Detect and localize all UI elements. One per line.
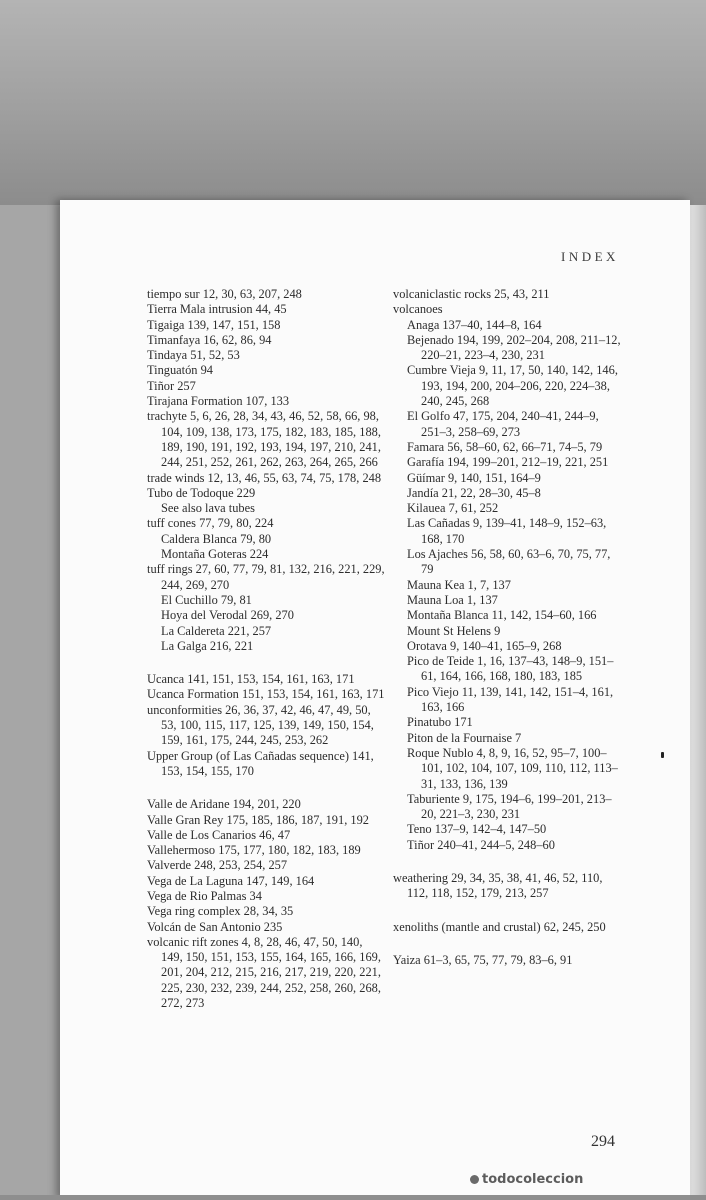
index-entry: tuff rings 27, 60, 77, 79, 81, 132, 216, 221, 229, 244, 269, 270 xyxy=(147,562,385,592)
index-subentry: Pico de Teide 1, 16, 137–43, 148–9, 151–61, 164, 166, 168, 180, 183, 185 xyxy=(407,654,614,684)
watermark-logo-icon xyxy=(470,1175,479,1184)
index-subentry: Los Ajaches 56, 58, 60, 63–6, 70, 75, 77, 79 xyxy=(407,547,611,577)
index-subentry: Taburiente 9, 175, 194–6, 199–201, 213–20, 221–3, 230, 231 xyxy=(407,791,612,822)
index-subentry: Piton de la Fournaise 7 xyxy=(407,730,522,745)
index-entry: Upper Group (of Las Cañadas sequence) 141, 153, 154, 155, 170 xyxy=(147,748,374,778)
index-subentry: Mauna Loa 1, 137 xyxy=(407,592,498,607)
index-column-left xyxy=(147,287,387,1011)
page-number: 294 xyxy=(591,1133,615,1150)
index-entry: Tirajana Formation 107, 133 xyxy=(147,394,290,409)
index-entry: Vega de La Laguna 147, 149, 164 xyxy=(147,873,315,888)
index-subentry: Kilauea 7, 61, 252 xyxy=(407,501,499,516)
index-entry: trachyte 5, 6, 26, 28, 34, 43, 46, 52, 58, 66, 98, 104, 109, 138, 173, 175, 182, 183, 185, 188, 189, 190, 191, 192, 193, 194, 197, 210, 241, 244, 251, 252, 261, 262, 263, 264, 265, 266 xyxy=(147,409,381,470)
index-entry: volcanoes xyxy=(393,302,443,317)
watermark xyxy=(470,1172,583,1187)
index-subentry: Montaña Goteras 224 xyxy=(161,547,269,562)
index-entry: tiempo sur 12, 30, 63, 207, 248 xyxy=(147,287,302,301)
index-subentry: Pico Viejo 11, 139, 141, 142, 151–4, 161, 163, 166 xyxy=(407,684,614,715)
index-entry: Ucanca Formation 151, 153, 154, 161, 163, 171 xyxy=(147,687,385,702)
index-entry: Tubo de Todoque 229 xyxy=(147,485,256,500)
index-subentry: Güímar 9, 140, 151, 164–9 xyxy=(407,470,541,485)
index-entry: Timanfaya 16, 62, 86, 94 xyxy=(147,332,272,347)
scan-speck xyxy=(661,752,664,758)
index-entry: Valverde 248, 253, 254, 257 xyxy=(147,858,288,873)
index-subentry: Jandía 21, 22, 28–30, 45–8 xyxy=(407,485,541,500)
entry-spacer xyxy=(147,779,387,797)
index-subentry: El Golfo 47, 175, 204, 240–41, 244–9, 251–3, 258–69, 273 xyxy=(407,409,599,439)
index-entry: Yaiza 61–3, 65, 75, 77, 79, 83–6, 91 xyxy=(393,952,573,967)
index-entry: Ucanca 141, 151, 153, 154, 161, 163, 171 xyxy=(147,672,355,687)
index-subentry: Garafía 194, 199–201, 212–19, 221, 251 xyxy=(407,455,609,470)
index-entry: Valle de Aridane 194, 201, 220 xyxy=(147,797,301,812)
index-subentry: Pinatubo 171 xyxy=(407,715,473,730)
index-subentry: Mauna Kea 1, 7, 137 xyxy=(407,577,511,592)
index-entry: volcanic rift zones 4, 8, 28, 46, 47, 50, 140, 149, 150, 151, 153, 155, 164, 165, 166, 169, 201, 204, 212, 215, 216, 217, 219, 220, 221, 225, 230, 232, 239, 244, 252, 258, 260, 268, 272, 273 xyxy=(147,934,381,1011)
index-entry: tuff cones 77, 79, 80, 224 xyxy=(147,516,274,531)
index-subentry: El Cuchillo 79, 81 xyxy=(161,592,252,607)
index-subentry: Teno 137–9, 142–4, 147–50 xyxy=(407,822,547,837)
scan-backdrop xyxy=(0,0,706,205)
index-subentry: Las Cañadas 9, 139–41, 148–9, 152–63, 168, 170 xyxy=(407,516,607,546)
index-subentry: Cumbre Vieja 9, 11, 17, 50, 140, 142, 146, 193, 194, 200, 204–206, 220, 224–38, 240, 245, 268 xyxy=(407,363,618,409)
index-subentry: Hoya del Verodal 269, 270 xyxy=(161,608,294,623)
index-entry: Volcán de San Antonio 235 xyxy=(147,919,283,934)
index-entry: Tiñor 257 xyxy=(147,378,196,393)
index-subentry: Caldera Blanca 79, 80 xyxy=(161,531,272,546)
index-subentry: La Caldereta 221, 257 xyxy=(161,623,272,638)
index-entry: Vega ring complex 28, 34, 35 xyxy=(147,904,294,919)
entry-spacer xyxy=(393,902,625,920)
index-subentry: Montaña Blanca 11, 142, 154–60, 166 xyxy=(407,608,597,623)
index-entry: Vallehermoso 175, 177, 180, 182, 183, 189 xyxy=(147,843,361,858)
running-header: INDEX xyxy=(561,249,619,264)
index-subentry: Bejenado 194, 199, 202–204, 208, 211–12, 220–21, 223–4, 230, 231 xyxy=(407,332,621,363)
index-column-right xyxy=(393,287,625,968)
entry-spacer xyxy=(393,853,625,871)
index-subentry: Orotava 9, 140–41, 165–9, 268 xyxy=(407,638,562,653)
index-entry: Valle de Los Canarios 46, 47 xyxy=(147,827,291,842)
index-entry: Tigaiga 139, 147, 151, 158 xyxy=(147,317,281,332)
index-subentry: Anaga 137–40, 144–8, 164 xyxy=(407,317,542,332)
index-entry: Valle Gran Rey 175, 185, 186, 187, 191, 192 xyxy=(147,812,369,827)
index-entry: xenoliths (mantle and crustal) 62, 245, 250 xyxy=(393,919,606,934)
index-subentry: La Galga 216, 221 xyxy=(161,638,254,653)
index-entry: Vega de Rio Palmas 34 xyxy=(147,888,262,903)
index-entry: volcaniclastic rocks 25, 43, 211 xyxy=(393,287,550,301)
watermark-text: todocoleccion xyxy=(482,1172,584,1187)
index-subentry: Famara 56, 58–60, 62, 66–71, 74–5, 79 xyxy=(407,439,603,454)
index-entry: trade winds 12, 13, 46, 55, 63, 74, 75, 178, 248 xyxy=(147,470,382,485)
index-subentry: Tiñor 240–41, 244–5, 248–60 xyxy=(407,837,555,852)
index-entry: unconformities 26, 36, 37, 42, 46, 47, 49, 50, 53, 100, 115, 117, 125, 139, 149, 150, 154, 159, 161, 175, 244, 245, 253, 262 xyxy=(147,702,374,748)
index-entry: Tindaya 51, 52, 53 xyxy=(147,348,240,363)
entry-spacer xyxy=(393,935,625,953)
index-entry: weathering 29, 34, 35, 38, 41, 46, 52, 110, 112, 118, 152, 179, 213, 257 xyxy=(393,870,603,901)
index-entry: Tinguatón 94 xyxy=(147,363,213,378)
index-see-also: See also lava tubes xyxy=(161,501,255,516)
index-subentry: Mount St Helens 9 xyxy=(407,623,501,638)
scan-backdrop-bottom xyxy=(0,1195,706,1200)
index-entry: Tierra Mala intrusion 44, 45 xyxy=(147,302,287,317)
index-subentry: Roque Nublo 4, 8, 9, 16, 52, 95–7, 100–101, 102, 104, 107, 109, 110, 112, 113–31, 133, 136, 139 xyxy=(407,745,618,791)
entry-spacer xyxy=(147,654,387,672)
